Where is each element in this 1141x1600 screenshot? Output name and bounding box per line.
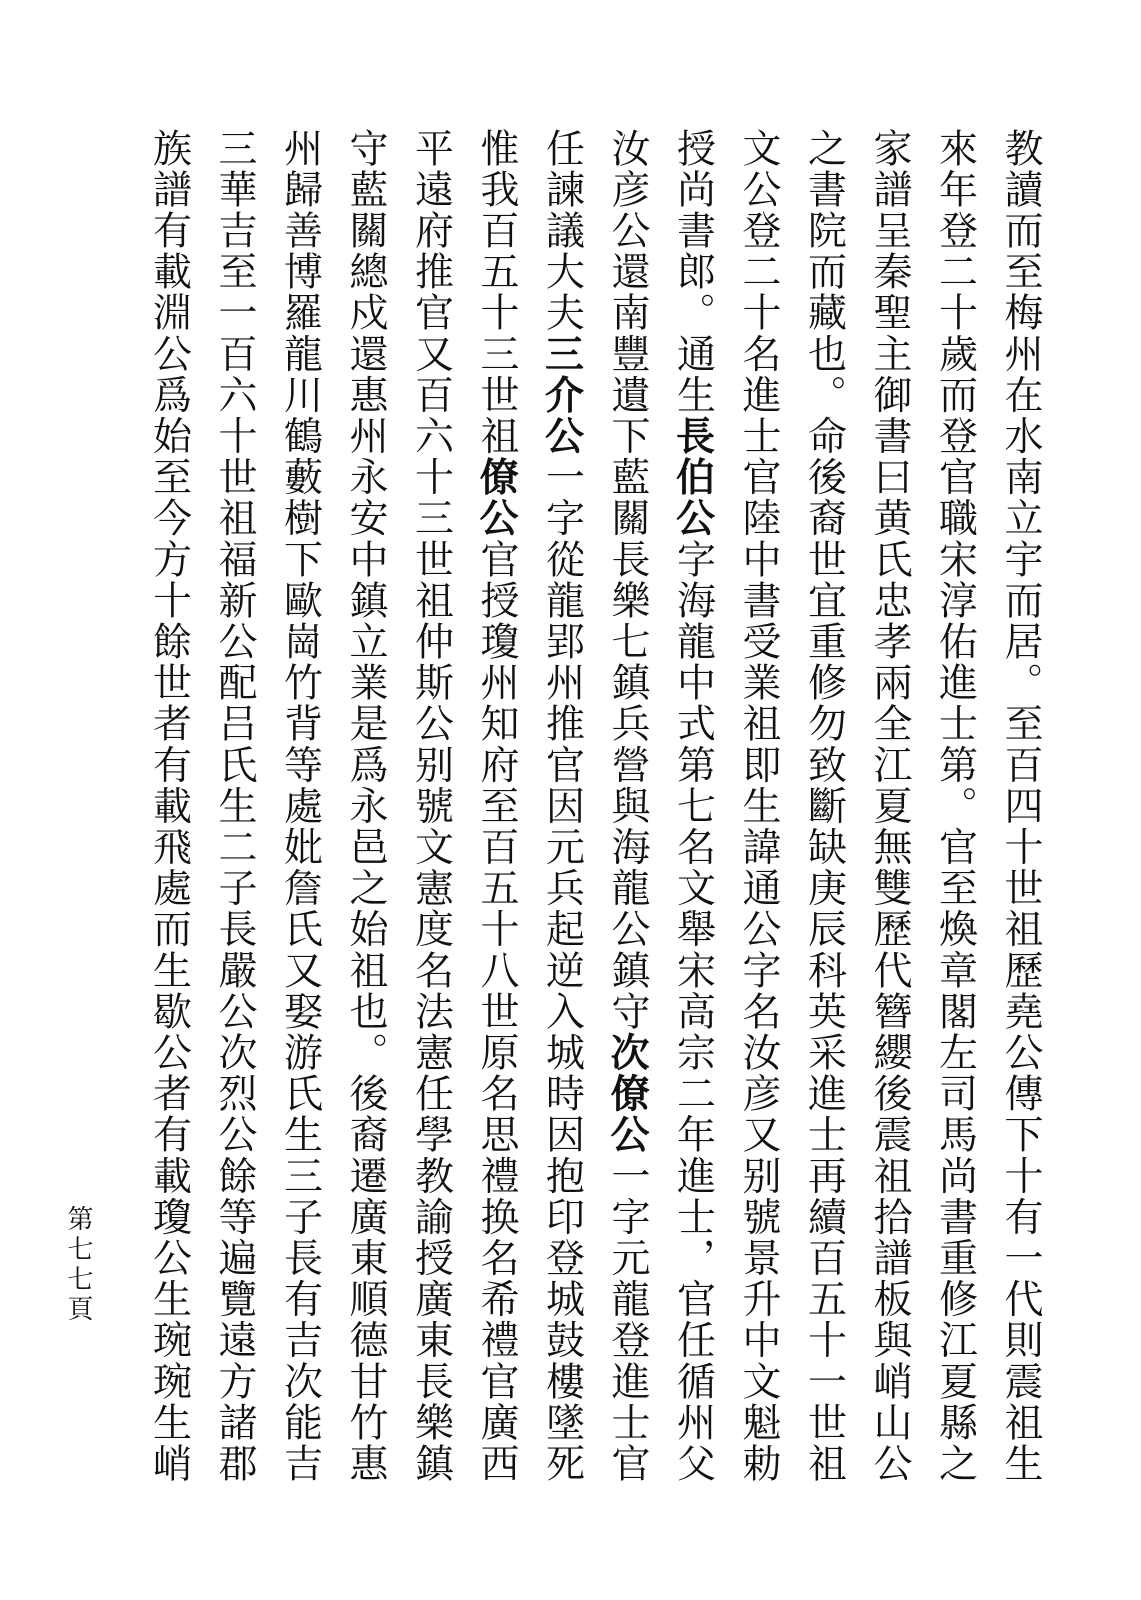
text-segment: 平遠府推官又百六十三世祖仲斯公别號文憲度名法憲任學教諭授廣東長樂鎮 bbox=[408, 128, 454, 1485]
text-column bbox=[398, 128, 464, 1508]
text-column bbox=[267, 128, 333, 1508]
text-segment: 一字元龍登進士官 bbox=[605, 1155, 650, 1485]
emphasized-name: 長伯公 bbox=[669, 415, 716, 540]
text-segment: 一字從龍郢州推官因元兵起逆入城時因抱印登城鼓樓墜死 bbox=[539, 456, 585, 1485]
emphasized-name: 僚公 bbox=[473, 456, 519, 540]
text-columns bbox=[136, 128, 1053, 1508]
page-number: 第七七頁 bbox=[63, 1205, 93, 1325]
text-segment: 惟我百五十三世祖 bbox=[474, 128, 519, 457]
text-segment: 州歸善博羅龍川鶴藪樹下歐崗竹背等處妣詹氏又娶游氏生三子長有吉次能吉 bbox=[277, 128, 323, 1485]
text-column bbox=[988, 128, 1054, 1508]
text-segment: 守藍關總戍還惠州永安中鎮立業是爲永邑之始祖也。後裔遷廣東順德甘竹惠 bbox=[343, 128, 388, 1485]
text-segment: 汝彦公還南豐遺下藍關長樂七鎮兵營與海龍公鎮守 bbox=[605, 128, 650, 1033]
text-segment: 教讀而至梅州在水南立宇而居。至百四十世祖歷堯公傳下十有一代則震祖生 bbox=[998, 128, 1043, 1485]
text-column bbox=[529, 128, 595, 1508]
emphasized-name: 次僚公 bbox=[604, 1032, 650, 1156]
text-segment: 字海龍中式第七名文舉宋高宗二年進士，官任循州父 bbox=[670, 539, 716, 1485]
text-segment: 授尚書郎。通生 bbox=[670, 128, 716, 416]
text-column bbox=[595, 128, 661, 1508]
text-column bbox=[857, 128, 923, 1508]
text-segment: 任諫議大夫 bbox=[539, 128, 585, 334]
text-column bbox=[333, 128, 399, 1508]
text-segment: 之書院而藏也。命後裔世宜重修勿致斷缺庚辰科英采進士再續百五十一世祖 bbox=[801, 128, 847, 1485]
text-segment: 官授瓊州知府至百五十八世原名思禮换名希禮官廣西 bbox=[474, 539, 519, 1485]
text-segment: 家譜呈秦聖主御書曰黄氏忠孝兩全江夏無雙歷代簪纓後震祖拾譜板與峭山公 bbox=[867, 128, 912, 1485]
text-column bbox=[660, 128, 726, 1508]
text-segment: 三華吉至一百六十世祖福新公配吕氏生二子長嚴公次烈公餘等遍覽遠方諸郡 bbox=[212, 128, 257, 1485]
text-column bbox=[202, 128, 268, 1508]
emphasized-name: 三介公 bbox=[538, 333, 585, 457]
text-segment: 來年登二十歲而登官職宋淳佑進士第。官至煥章閣左司馬尚書重修江夏縣之 bbox=[932, 128, 978, 1485]
text-column bbox=[922, 128, 988, 1508]
text-column bbox=[791, 128, 857, 1508]
text-segment: 族譜有載淵公爲始至今方十餘世者有載飛處而生歇公者有載瓊公生琬琬生峭 bbox=[146, 128, 192, 1485]
text-column bbox=[464, 128, 530, 1508]
text-column bbox=[136, 128, 202, 1508]
text-column bbox=[726, 128, 792, 1508]
text-segment: 文公登二十名進士官陸中書受業祖即生諱通公字名汝彦又别號景升中文魁勅 bbox=[736, 128, 781, 1485]
